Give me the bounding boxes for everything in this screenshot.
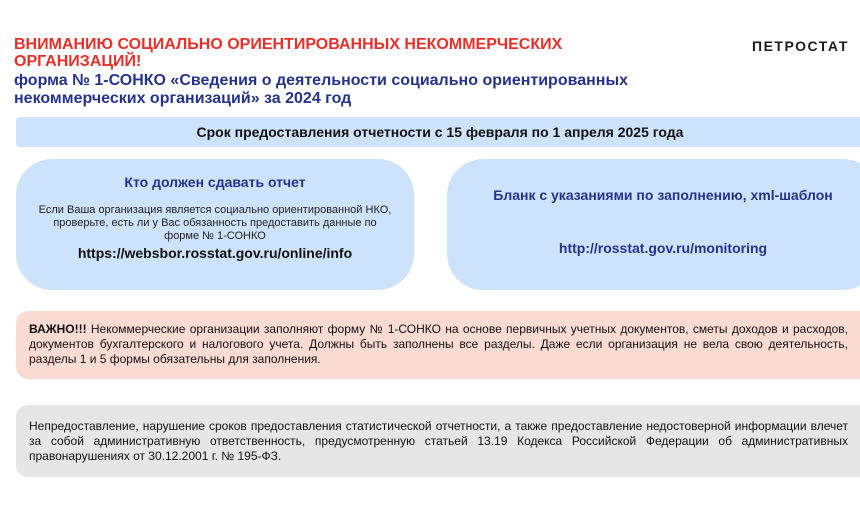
form-template-title: Бланк с указаниями по заполнению, xml-шаблон xyxy=(493,187,833,203)
websbor-link[interactable]: https://websbor.rosstat.gov.ru/online/info xyxy=(77,245,353,261)
rosstat-monitoring-link[interactable]: http://rosstat.gov.ru/monitoring xyxy=(558,240,768,256)
form-title: форма № 1-СОНКО «Сведения о деятельности социально ориентированных некоммерческих организаций» за 2024 год xyxy=(14,72,629,107)
form-template-card xyxy=(447,159,860,290)
who-must-report-title: Кто должен сдавать отчет xyxy=(124,174,306,190)
liability-text: Непредоставление, нарушение сроков предоставления статистической отчетности, а также предоставление недостоверной информации влечет за собой административную ответственность, предусмотренную статьей 13.19 Кодекса Российской Федерации об административных правонарушениях от 30.12.2001 г. № 195-ФЗ. xyxy=(29,419,848,463)
important-text: Некоммерческие организации заполняют форму № 1-СОНКО на основе первичных учетных документов, сметы доходов и расходов, документов бухгалтерского и налогового учета. Должны быть заполнены все разделы. Даже если организация не вела свою деятельность, разделы 1 и 5 формы обязательны для заполнения. xyxy=(29,322,848,366)
deadline-text: Срок предоставления отчетности с 15 февраля по 1 апреля 2025 года xyxy=(196,124,684,140)
warning-heading: ВНИМАНИЮ СОЦИАЛЬНО ОРИЕНТИРОВАННЫХ НЕКОММЕРЧЕСКИХ ОРГАНИЗАЦИЙ! xyxy=(14,36,563,70)
who-must-report-text: Если Ваша организация является социально ориентированной НКО, проверьте, есть ли у Вас обязанность предоставить данные по форме № 1-СОНКО xyxy=(38,204,392,242)
who-must-report-card xyxy=(16,159,414,290)
important-label: ВАЖНО!!! xyxy=(29,322,87,336)
important-notice xyxy=(16,311,860,379)
liability-notice xyxy=(16,405,860,477)
brand-logo-text: ПЕТРОСТАТ xyxy=(752,38,849,54)
deadline-banner xyxy=(16,117,860,147)
